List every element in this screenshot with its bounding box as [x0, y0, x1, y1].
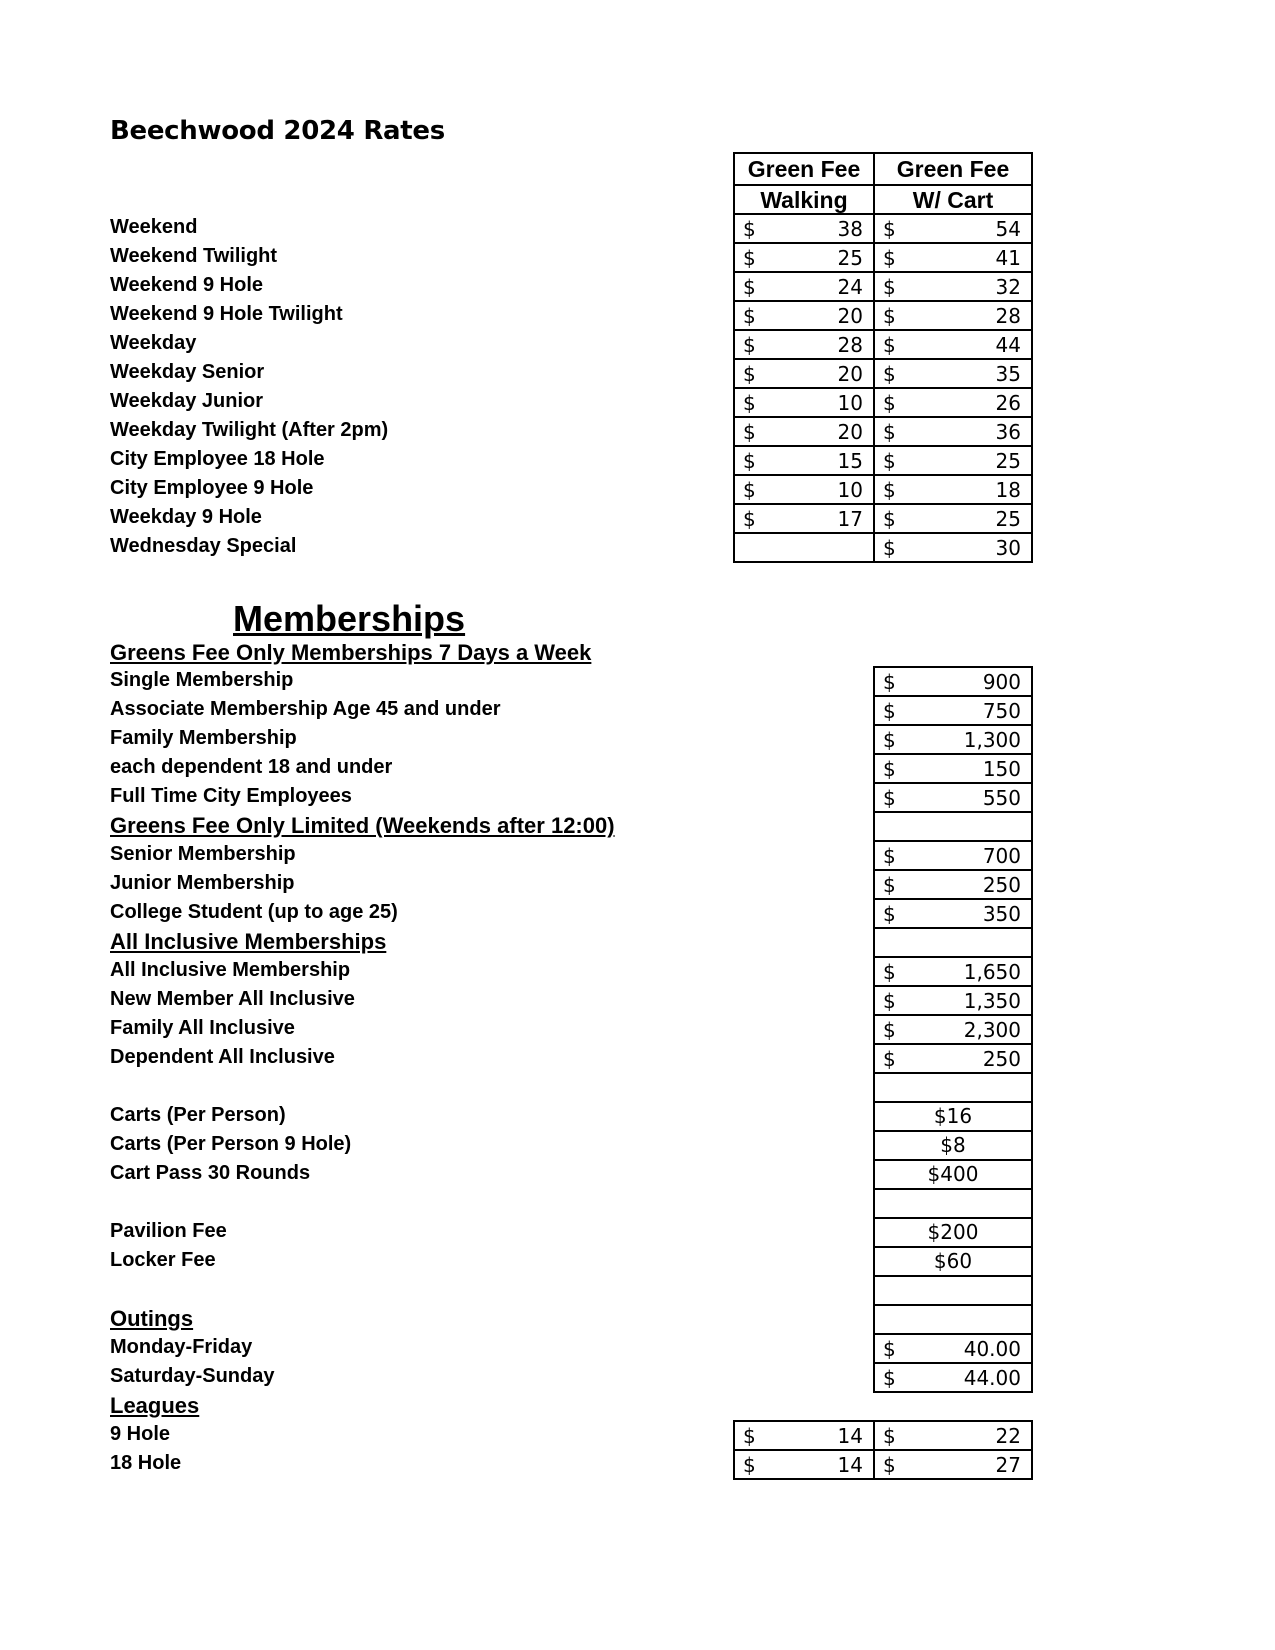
amount: 20: [837, 420, 863, 444]
currency-symbol: $: [883, 960, 896, 984]
membership-label: New Member All Inclusive: [110, 988, 355, 1010]
membership-label: Full Time City Employees: [110, 785, 352, 807]
membership-price-cell: [873, 1043, 1033, 1074]
amount: 28: [837, 333, 863, 357]
currency-symbol: $: [743, 362, 756, 386]
currency-symbol: $: [883, 728, 896, 752]
league-cart-cell: [873, 1449, 1033, 1480]
walking-fee-cell: [733, 300, 875, 331]
cart-fee-cell: [873, 474, 1033, 505]
outing-price-cell: [873, 1362, 1033, 1393]
amount: 350: [982, 902, 1021, 926]
league-cart-cell: [873, 1420, 1033, 1451]
currency-symbol: $: [883, 391, 896, 415]
amount: 18: [995, 478, 1021, 502]
header-walking: [733, 152, 875, 215]
amount: 10: [837, 391, 863, 415]
currency-symbol: $: [743, 333, 756, 357]
currency-symbol: $: [883, 1453, 896, 1477]
header-cart-line1: Green Fee: [896, 156, 1010, 182]
amount: 250: [982, 873, 1021, 897]
rate-label: Weekend 9 Hole: [110, 274, 264, 296]
membership-label: each dependent 18 and under: [110, 756, 393, 778]
walking-fee-cell: [733, 387, 875, 418]
amount: 41: [995, 246, 1021, 270]
empty-cell: [873, 1188, 1033, 1219]
membership-label: Single Membership: [110, 669, 294, 691]
cart-fee-cell: [873, 242, 1033, 273]
amount: 40.00: [963, 1337, 1021, 1361]
membership-label: Associate Membership Age 45 and under: [110, 698, 501, 720]
currency-symbol: $: [883, 246, 896, 270]
amount: 25: [995, 507, 1021, 531]
amount: 44.00: [963, 1366, 1021, 1390]
amount: 25: [837, 246, 863, 270]
cart-price-cell: [873, 1130, 1033, 1161]
outing-price-cell: [873, 1333, 1033, 1364]
rate-label: Weekend Twilight: [110, 245, 278, 267]
amount: 54: [995, 217, 1021, 241]
rate-label: Wednesday Special: [110, 535, 297, 557]
membership-price-cell: [873, 695, 1033, 726]
walking-fee-cell: [733, 416, 875, 447]
league-walking-cell: [733, 1420, 875, 1451]
amount: $60: [933, 1249, 973, 1273]
membership-price-cell: [873, 898, 1033, 929]
membership-label: Senior Membership: [110, 843, 296, 865]
currency-symbol: $: [743, 275, 756, 299]
walking-fee-cell: [733, 474, 875, 505]
currency-symbol: $: [883, 1047, 896, 1071]
rate-label: City Employee 18 Hole: [110, 448, 325, 470]
league-label: 18 Hole: [110, 1452, 182, 1474]
empty-cell: [873, 1304, 1033, 1335]
fee-label: Pavilion Fee: [110, 1220, 227, 1242]
amount: 17: [837, 507, 863, 531]
amount: 1,350: [963, 989, 1021, 1013]
currency-symbol: $: [743, 391, 756, 415]
membership-label: Family Membership: [110, 727, 297, 749]
amount: 35: [995, 362, 1021, 386]
empty-cell: [873, 811, 1033, 842]
walking-fee-cell: [733, 271, 875, 302]
amount: 32: [995, 275, 1021, 299]
walking-fee-cell: [733, 213, 875, 244]
currency-symbol: $: [883, 333, 896, 357]
currency-symbol: $: [743, 507, 756, 531]
membership-price-cell: [873, 985, 1033, 1016]
membership-label: Junior Membership: [110, 872, 295, 894]
amount: 1,650: [963, 960, 1021, 984]
membership-label: All Inclusive Membership: [110, 959, 351, 981]
currency-symbol: $: [883, 536, 896, 560]
walking-fee-cell: [733, 329, 875, 360]
league-label: 9 Hole: [110, 1423, 171, 1445]
amount: 15: [837, 449, 863, 473]
membership-price-cell: [873, 724, 1033, 755]
currency-symbol: $: [883, 757, 896, 781]
cart-fee-cell: [873, 445, 1033, 476]
currency-symbol: $: [883, 275, 896, 299]
section-7-days: Greens Fee Only Memberships 7 Days a Week: [110, 640, 592, 665]
currency-symbol: $: [883, 873, 896, 897]
cart-fee-cell: [873, 329, 1033, 360]
amount: 22: [995, 1424, 1021, 1448]
currency-symbol: $: [743, 217, 756, 241]
amount: 250: [982, 1047, 1021, 1071]
currency-symbol: $: [743, 246, 756, 270]
currency-symbol: $: [883, 304, 896, 328]
amount: $400: [927, 1162, 979, 1186]
currency-symbol: $: [883, 902, 896, 926]
currency-symbol: $: [883, 507, 896, 531]
amount: 150: [982, 757, 1021, 781]
amount: 14: [837, 1453, 863, 1477]
header-walking-line2: Walking: [735, 184, 873, 215]
cart-fee-cell: [873, 387, 1033, 418]
cart-fee-cell: [873, 532, 1033, 563]
amount: 1,300: [963, 728, 1021, 752]
currency-symbol: $: [883, 1337, 896, 1361]
header-cart: [873, 152, 1033, 215]
cart-fee-cell: [873, 300, 1033, 331]
rate-label: Weekend: [110, 216, 198, 238]
amount: 10: [837, 478, 863, 502]
currency-symbol: $: [883, 478, 896, 502]
membership-price-cell: [873, 956, 1033, 987]
amount: 20: [837, 362, 863, 386]
amount: 44: [995, 333, 1021, 357]
amount: 26: [995, 391, 1021, 415]
currency-symbol: $: [883, 420, 896, 444]
walking-fee-cell: [733, 242, 875, 273]
amount: 25: [995, 449, 1021, 473]
walking-fee-cell: [733, 445, 875, 476]
outings-heading: Outings: [110, 1306, 194, 1331]
amount: $8: [940, 1133, 966, 1157]
membership-price-cell: [873, 753, 1033, 784]
amount: 2,300: [963, 1018, 1021, 1042]
amount: 550: [982, 786, 1021, 810]
currency-symbol: $: [883, 449, 896, 473]
walking-fee-cell: [733, 503, 875, 534]
fee-label: Locker Fee: [110, 1249, 216, 1271]
membership-price-cell: [873, 782, 1033, 813]
section-inclusive: All Inclusive Memberships: [110, 929, 387, 954]
amount: 27: [995, 1453, 1021, 1477]
currency-symbol: $: [743, 449, 756, 473]
membership-label: Dependent All Inclusive: [110, 1046, 335, 1068]
amount: 30: [995, 536, 1021, 560]
cart-fee-cell: [873, 416, 1033, 447]
rate-label: Weekday Senior: [110, 361, 265, 383]
header-walking-line1: Green Fee: [747, 156, 861, 182]
currency-symbol: $: [883, 1424, 896, 1448]
page-title: Beechwood 2024 Rates: [110, 116, 445, 146]
amount: 36: [995, 420, 1021, 444]
fee-price-cell: [873, 1217, 1033, 1248]
currency-symbol: $: [743, 1453, 756, 1477]
amount: 28: [995, 304, 1021, 328]
membership-price-cell: [873, 840, 1033, 871]
currency-symbol: $: [883, 844, 896, 868]
memberships-heading: Memberships: [233, 598, 466, 639]
rate-label: Weekend 9 Hole Twilight: [110, 303, 343, 325]
membership-price-cell: [873, 869, 1033, 900]
cart-fee-cell: [873, 503, 1033, 534]
amount: 700: [982, 844, 1021, 868]
amount: 24: [837, 275, 863, 299]
header-cart-line2: W/ Cart: [875, 184, 1031, 215]
rate-label: Weekday 9 Hole: [110, 506, 262, 528]
cart-fee-cell: [873, 213, 1033, 244]
amount: 38: [837, 217, 863, 241]
currency-symbol: $: [883, 786, 896, 810]
empty-cell: [873, 1275, 1033, 1306]
walking-fee-cell: [733, 532, 875, 563]
outing-label: Saturday-Sunday: [110, 1365, 275, 1387]
membership-label: Family All Inclusive: [110, 1017, 295, 1039]
currency-symbol: $: [883, 670, 896, 694]
amount: 900: [982, 670, 1021, 694]
cart-fee-cell: [873, 358, 1033, 389]
amount: 20: [837, 304, 863, 328]
currency-symbol: $: [743, 1424, 756, 1448]
rate-label: City Employee 9 Hole: [110, 477, 314, 499]
cart-label: Carts (Per Person): [110, 1104, 286, 1126]
empty-cell: [873, 1072, 1033, 1103]
currency-symbol: $: [883, 217, 896, 241]
empty-cell: [873, 927, 1033, 958]
currency-symbol: $: [883, 1018, 896, 1042]
cart-label: Cart Pass 30 Rounds: [110, 1162, 311, 1184]
currency-symbol: $: [743, 478, 756, 502]
currency-symbol: $: [883, 1366, 896, 1390]
outing-label: Monday-Friday: [110, 1336, 253, 1358]
section-limited: Greens Fee Only Limited (Weekends after 12:00): [110, 813, 615, 838]
amount: $16: [933, 1104, 973, 1128]
currency-symbol: $: [743, 304, 756, 328]
cart-fee-cell: [873, 271, 1033, 302]
cart-label: Carts (Per Person 9 Hole): [110, 1133, 352, 1155]
amount: 750: [982, 699, 1021, 723]
walking-fee-cell: [733, 358, 875, 389]
membership-label: College Student (up to age 25): [110, 901, 398, 923]
currency-symbol: $: [743, 420, 756, 444]
rate-label: Weekday Twilight (After 2pm): [110, 419, 389, 441]
currency-symbol: $: [883, 989, 896, 1013]
cart-price-cell: [873, 1159, 1033, 1190]
amount: $200: [927, 1220, 979, 1244]
rate-label: Weekday Junior: [110, 390, 264, 412]
cart-price-cell: [873, 1101, 1033, 1132]
membership-price-cell: [873, 1014, 1033, 1045]
rate-label: Weekday: [110, 332, 197, 354]
currency-symbol: $: [883, 362, 896, 386]
leagues-heading: Leagues: [110, 1393, 200, 1418]
amount: 14: [837, 1424, 863, 1448]
league-walking-cell: [733, 1449, 875, 1480]
fee-price-cell: [873, 1246, 1033, 1277]
membership-price-cell: [873, 666, 1033, 697]
currency-symbol: $: [883, 699, 896, 723]
